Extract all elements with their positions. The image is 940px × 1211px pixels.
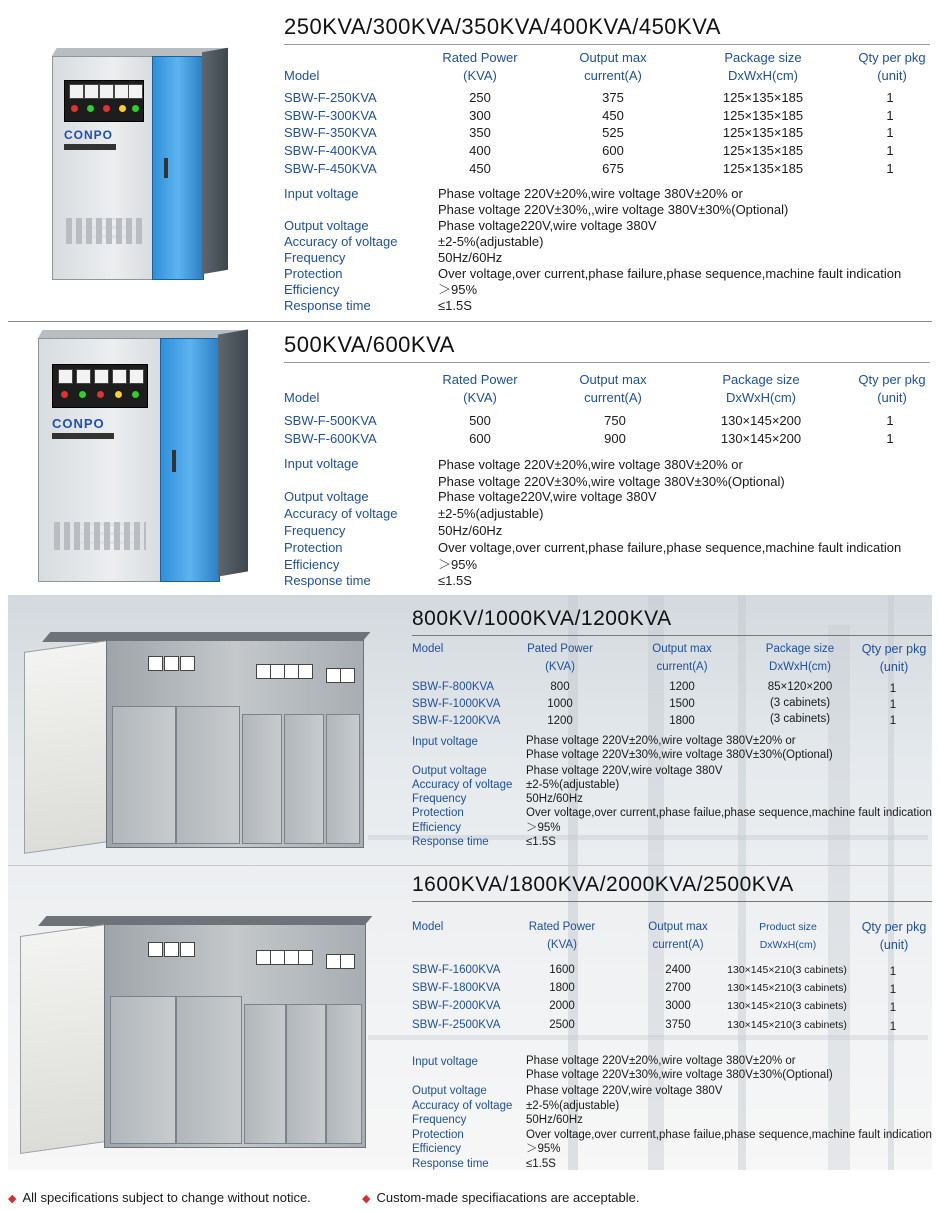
spec-value: 50Hz/60Hz bbox=[438, 523, 503, 538]
row-qty: 1 bbox=[889, 1002, 897, 1014]
row-model: SBW-F-1600KVA bbox=[412, 964, 501, 976]
header-model: Model bbox=[412, 921, 444, 933]
row-model: SBW-F-300KVA bbox=[284, 108, 377, 123]
row-power: 1800 bbox=[549, 982, 575, 994]
row-qty: 1 bbox=[889, 1021, 897, 1033]
spec-value: Phase voltage220V,wire voltage 380V bbox=[438, 489, 657, 504]
row-power: 2500 bbox=[549, 1019, 575, 1031]
section-title: 1600KVA/1800KVA/2000KVA/2500KVA bbox=[412, 873, 794, 896]
row-current: 3750 bbox=[665, 1019, 691, 1031]
spec-label: Efficiency bbox=[412, 822, 462, 834]
spec-value: ＞95% bbox=[438, 557, 478, 572]
spec-value: ＞95% bbox=[526, 1143, 561, 1155]
cabinet-image-250kva bbox=[52, 48, 232, 280]
row-power: 2000 bbox=[549, 1000, 575, 1012]
row-qty: 1 bbox=[886, 125, 894, 140]
row-model: SBW-F-1000KVA bbox=[412, 698, 501, 710]
spec-label: Protection bbox=[284, 266, 343, 281]
row-qty: 1 bbox=[889, 966, 897, 978]
row-model: SBW-F-450KVA bbox=[284, 161, 377, 176]
row-current: 900 bbox=[604, 431, 626, 446]
row-qty: 1 bbox=[889, 699, 897, 711]
spec-label: Accuracy of voltage bbox=[284, 234, 398, 249]
brand-logo: CONPO bbox=[64, 128, 114, 142]
row-qty: 1 bbox=[889, 984, 897, 996]
header-output-current: Output max current(A) bbox=[652, 643, 712, 673]
spec-label: Response time bbox=[284, 298, 371, 313]
spec-value: Over voltage,over current,phase failue,phase sequence,machine fault indication bbox=[526, 807, 932, 819]
spec-value: Phase voltage220V,wire voltage 380V bbox=[438, 218, 657, 233]
row-model: SBW-F-2500KVA bbox=[412, 1019, 501, 1031]
spec-value: ≤1.5S bbox=[438, 573, 472, 588]
spec-value: Phase voltage 220V,wire voltage 380V bbox=[526, 765, 723, 777]
header-model: Model bbox=[412, 643, 444, 655]
section-title: 800KV/1000KVA/1200KVA bbox=[412, 607, 672, 630]
header-model: Model bbox=[284, 68, 320, 83]
spec-label: Output voltage bbox=[284, 218, 369, 233]
spec-label: Response time bbox=[412, 836, 489, 848]
row-size: 130×145×210(3 cabinets) bbox=[727, 964, 847, 976]
spec-value: Phase voltage 220V±20%,wire voltage 380V±20% or Phase voltage 220V±30%,wire voltage 380V±30%(Optional) bbox=[438, 457, 785, 489]
spec-value: 50Hz/60Hz bbox=[526, 793, 583, 805]
row-size: 125×135×185 bbox=[722, 161, 804, 176]
spec-label: Efficiency bbox=[284, 282, 340, 297]
spec-value: ＞95% bbox=[438, 282, 478, 297]
footer-note-changes bbox=[8, 1190, 311, 1205]
section-title: 250KVA/300KVA/350KVA/400KVA/450KVA bbox=[284, 14, 721, 39]
spec-label: Accuracy of voltage bbox=[412, 1100, 513, 1112]
row-size: 130×145×210(3 cabinets) bbox=[727, 982, 847, 994]
row-model: SBW-F-2000KVA bbox=[412, 1000, 501, 1012]
row-size: (3 cabinets) bbox=[769, 697, 831, 709]
row-power: 500 bbox=[469, 413, 491, 428]
spec-label: Output voltage bbox=[284, 489, 369, 504]
footer-note-custom bbox=[362, 1190, 640, 1205]
diamond-bullet-icon: ◆ bbox=[362, 1193, 371, 1205]
row-qty: 1 bbox=[886, 108, 894, 123]
row-current: 375 bbox=[602, 90, 624, 105]
row-model: SBW-F-800KVA bbox=[412, 681, 495, 693]
spec-value: 50Hz/60Hz bbox=[526, 1114, 583, 1126]
header-rated-power: Rated Power (KVA) bbox=[528, 921, 596, 951]
row-model: SBW-F-600KVA bbox=[284, 431, 377, 446]
section-divider bbox=[8, 865, 932, 866]
header-rated-power: Rated Power (KVA) bbox=[442, 50, 518, 83]
row-qty: 1 bbox=[886, 431, 894, 446]
row-size: 130×145×210(3 cabinets) bbox=[727, 1000, 847, 1012]
header-output-current: Output max current(A) bbox=[648, 921, 708, 951]
footer-note-text: All specifications subject to change without notice. bbox=[22, 1190, 311, 1205]
spec-label: Output voltage bbox=[412, 765, 487, 777]
spec-label: Frequency bbox=[412, 1114, 467, 1126]
spec-value: Phase voltage 220V,wire voltage 380V bbox=[526, 1085, 723, 1097]
row-current: 450 bbox=[602, 108, 624, 123]
row-power: 400 bbox=[469, 143, 491, 158]
header-package-size: Package size DxWxH(cm) bbox=[765, 643, 835, 673]
spec-value: Phase voltage 220V±20%,wire voltage 380V±20% or Phase voltage 220V±30%,,wire voltage 380V±30%(Optional) bbox=[438, 186, 789, 217]
spec-label: Input voltage bbox=[412, 1056, 478, 1068]
row-size: (3 cabinets) bbox=[769, 713, 831, 725]
spec-label: Frequency bbox=[412, 793, 467, 805]
row-size: 130×145×200 bbox=[720, 431, 802, 446]
spec-label: Efficiency bbox=[284, 557, 340, 572]
row-size: 125×135×185 bbox=[722, 125, 804, 140]
spec-value: ≤1.5S bbox=[526, 1158, 556, 1170]
row-current: 3000 bbox=[665, 1000, 691, 1012]
row-qty: 1 bbox=[886, 161, 894, 176]
diamond-bullet-icon: ◆ bbox=[8, 1193, 17, 1205]
spec-label: Efficiency bbox=[412, 1143, 462, 1155]
row-current: 2700 bbox=[665, 982, 691, 994]
row-model: SBW-F-1200KVA bbox=[412, 715, 501, 727]
header-qty: Qty per pkg (unit) bbox=[858, 372, 926, 405]
header-qty: Qty per pkg (unit) bbox=[861, 642, 927, 674]
row-current: 2400 bbox=[665, 964, 691, 976]
row-current: 1800 bbox=[669, 715, 695, 727]
section-title: 500KVA/600KVA bbox=[284, 332, 455, 357]
row-model: SBW-F-350KVA bbox=[284, 125, 377, 140]
row-current: 1200 bbox=[669, 681, 695, 693]
spec-label: Protection bbox=[284, 540, 343, 555]
row-power: 800 bbox=[550, 681, 570, 693]
spec-label: Response time bbox=[412, 1158, 489, 1170]
header-product-size: Product size DxWxH(cm) bbox=[759, 921, 817, 951]
spec-value: ＞95% bbox=[526, 822, 561, 834]
row-power: 350 bbox=[469, 125, 491, 140]
header-output-current: Output max current(A) bbox=[579, 372, 647, 405]
header-package-size: Package size DxWxH(cm) bbox=[722, 372, 800, 405]
row-size: 125×135×185 bbox=[722, 143, 804, 158]
spec-label: Output voltage bbox=[412, 1085, 487, 1097]
row-size: 125×135×185 bbox=[722, 108, 804, 123]
row-model: SBW-F-1800KVA bbox=[412, 982, 501, 994]
cabinet-image-1600kva bbox=[20, 912, 366, 1152]
header-model: Model bbox=[284, 390, 320, 405]
row-power: 450 bbox=[469, 161, 491, 176]
row-qty: 1 bbox=[886, 90, 894, 105]
section-divider bbox=[8, 321, 932, 322]
row-current: 600 bbox=[602, 143, 624, 158]
row-model: SBW-F-250KVA bbox=[284, 90, 377, 105]
spec-value: Phase voltage 220V±20%,wire voltage 380V±20% or Phase voltage 220V±30%,wire voltage 380V±30%(Optional) bbox=[526, 1055, 833, 1081]
row-size: 125×135×185 bbox=[722, 90, 804, 105]
spec-label: Protection bbox=[412, 807, 464, 819]
row-power: 300 bbox=[469, 108, 491, 123]
spec-label: Input voltage bbox=[284, 186, 359, 201]
row-power: 250 bbox=[469, 90, 491, 105]
header-qty: Qty per pkg (unit) bbox=[858, 50, 926, 83]
spec-value: 50Hz/60Hz bbox=[438, 250, 503, 265]
row-power: 600 bbox=[469, 431, 491, 446]
spec-label: Input voltage bbox=[284, 456, 359, 471]
spec-value: ≤1.5S bbox=[526, 836, 556, 848]
spec-value: Over voltage,over current,phase failure,phase sequence,machine fault indication bbox=[438, 266, 902, 281]
row-current: 675 bbox=[602, 161, 624, 176]
brand-logo: CONPO bbox=[52, 416, 105, 431]
spec-value: ±2-5%(adjustable) bbox=[438, 234, 544, 249]
spec-label: Frequency bbox=[284, 523, 346, 538]
row-power: 1000 bbox=[547, 698, 573, 710]
spec-value: ≤1.5S bbox=[438, 298, 472, 313]
spec-value: Over voltage,over current,phase failue,phase sequence,machine fault indication bbox=[526, 1129, 932, 1141]
row-model: SBW-F-400KVA bbox=[284, 143, 377, 158]
spec-label: Input voltage bbox=[412, 736, 478, 748]
header-output-current: Output max current(A) bbox=[579, 50, 647, 83]
row-current: 1500 bbox=[669, 698, 695, 710]
footer-note-text: Custom-made specifiacations are acceptable. bbox=[376, 1190, 640, 1205]
spec-label: Frequency bbox=[284, 250, 346, 265]
row-qty: 1 bbox=[889, 683, 897, 695]
spec-label: Response time bbox=[284, 573, 371, 588]
row-current: 750 bbox=[604, 413, 626, 428]
spec-label: Accuracy of voltage bbox=[284, 506, 398, 521]
spec-value: ±2-5%(adjustable) bbox=[438, 506, 544, 521]
row-current: 525 bbox=[602, 125, 624, 140]
row-qty: 1 bbox=[889, 715, 897, 727]
spec-value: ±2-5%(adjustable) bbox=[526, 1100, 620, 1112]
row-size: 85×120×200 bbox=[767, 681, 833, 693]
cabinet-image-800kva bbox=[24, 628, 364, 852]
header-rated-power: Rated Power (KVA) bbox=[442, 372, 518, 405]
header-qty: Qty per pkg (unit) bbox=[861, 920, 927, 952]
row-model: SBW-F-500KVA bbox=[284, 413, 377, 428]
row-qty: 1 bbox=[886, 143, 894, 158]
row-size: 130×145×200 bbox=[720, 413, 802, 428]
spec-label: Protection bbox=[412, 1129, 464, 1141]
cabinet-image-500kva bbox=[38, 330, 252, 582]
spec-label: Accuracy of voltage bbox=[412, 779, 513, 791]
row-qty: 1 bbox=[886, 413, 894, 428]
header-package-size: Package size DxWxH(cm) bbox=[724, 50, 802, 83]
row-power: 1600 bbox=[549, 964, 575, 976]
spec-value: ±2-5%(adjustable) bbox=[526, 779, 620, 791]
row-size: 130×145×210(3 cabinets) bbox=[727, 1019, 847, 1031]
spec-value: Phase voltage 220V±20%,wire voltage 380V±20% or Phase voltage 220V±30%,wire voltage 380V±30%(Optional) bbox=[526, 735, 833, 761]
spec-value: Over voltage,over current,phase failure,phase sequence,machine fault indication bbox=[438, 540, 902, 555]
header-rated-power: Pated Power (KVA) bbox=[527, 643, 593, 673]
row-power: 1200 bbox=[547, 715, 573, 727]
